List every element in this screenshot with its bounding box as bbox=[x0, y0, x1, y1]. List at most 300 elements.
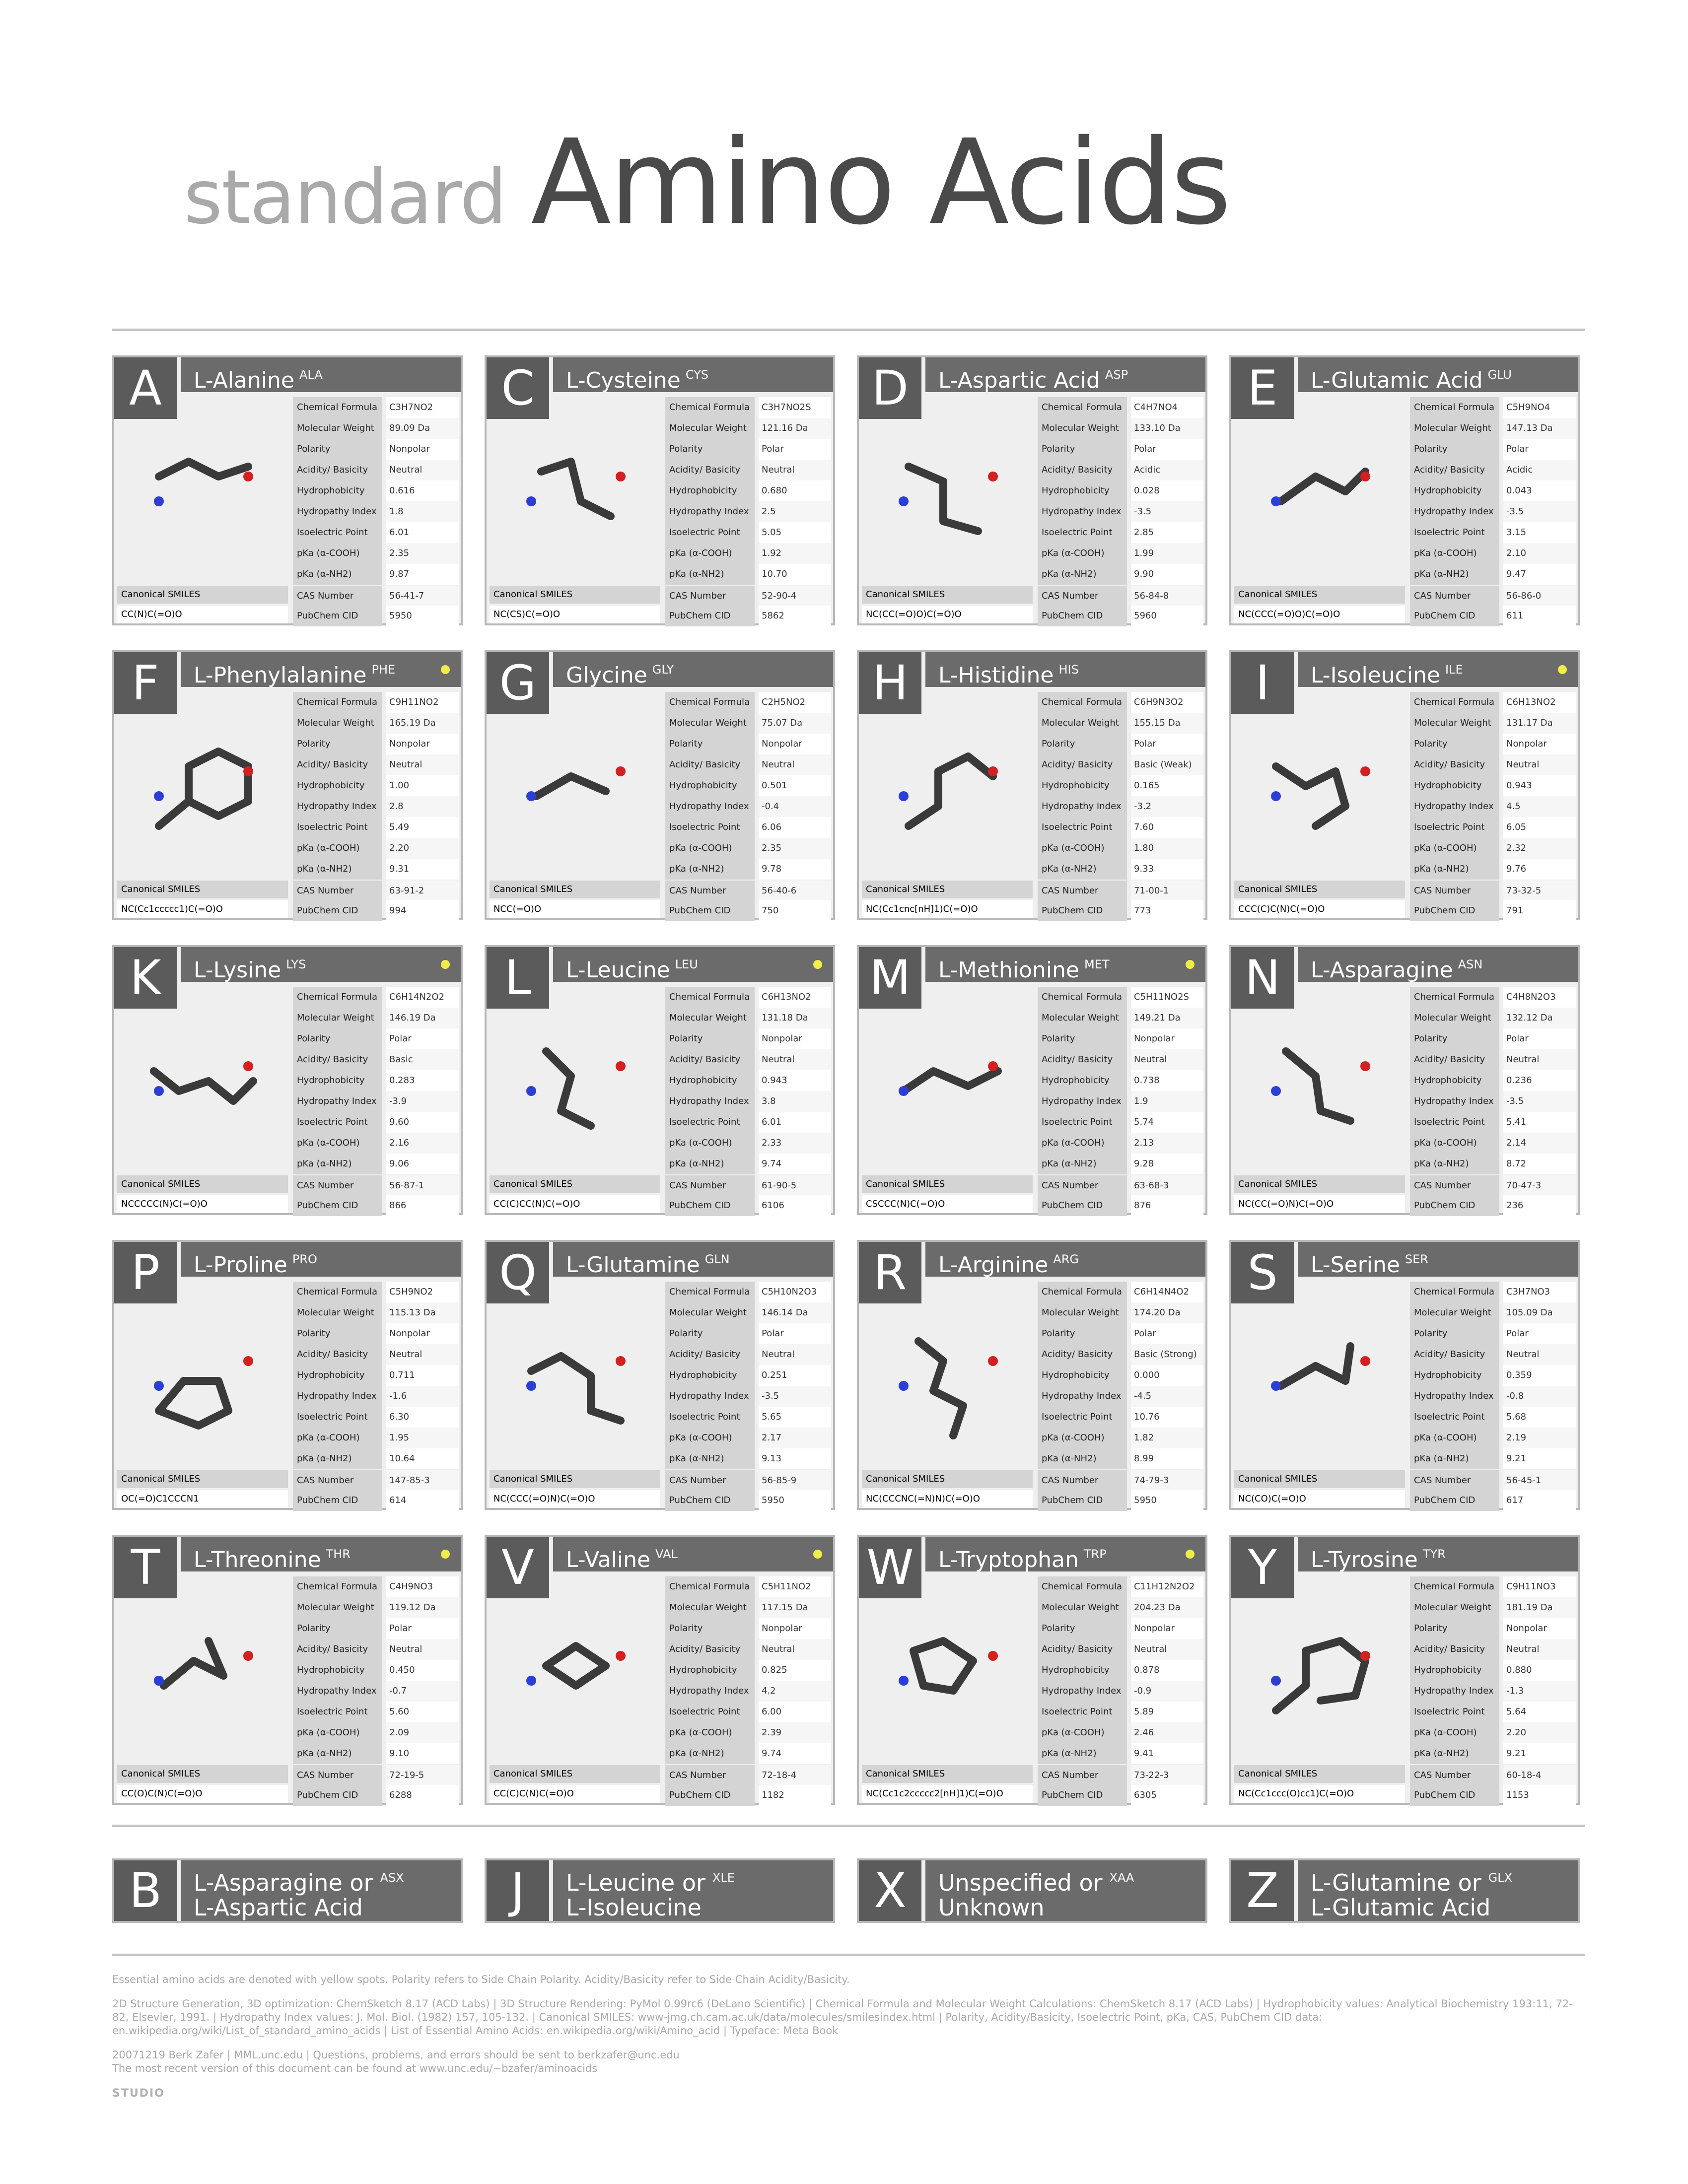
smiles-label: Canonical SMILES bbox=[117, 1175, 288, 1193]
property-label: Polarity bbox=[665, 1323, 755, 1344]
property-row-pka_cooh bbox=[665, 543, 831, 564]
property-value: 5.05 bbox=[759, 522, 831, 543]
property-value: 2.35 bbox=[386, 543, 459, 564]
amino-acid-name: L-Lysine bbox=[194, 957, 281, 983]
property-row-pka_cooh bbox=[1410, 1722, 1576, 1743]
property-label: Acidity/ Basicity bbox=[665, 754, 755, 775]
property-label: Polarity bbox=[293, 1028, 382, 1049]
property-value: 71-00-1 bbox=[1131, 881, 1203, 901]
property-value: -3.9 bbox=[386, 1091, 459, 1112]
property-row-mw bbox=[1410, 418, 1576, 439]
property-value: 866 bbox=[386, 1195, 459, 1216]
property-value: 115.13 Da bbox=[386, 1302, 459, 1323]
property-row-hydrophobicity bbox=[293, 480, 459, 501]
property-label: Isoelectric Point bbox=[1410, 817, 1499, 838]
property-label: Hydropathy Index bbox=[1410, 1386, 1499, 1407]
property-label: Hydrophobicity bbox=[1038, 775, 1127, 796]
property-value: 5950 bbox=[386, 606, 459, 626]
property-label: pKa (α-COOH) bbox=[1410, 1722, 1499, 1743]
property-label: Polarity bbox=[1410, 1323, 1499, 1344]
property-table bbox=[1410, 692, 1576, 916]
property-table bbox=[665, 1576, 831, 1800]
property-value: 1.80 bbox=[1131, 838, 1203, 859]
smiles-label: Canonical SMILES bbox=[1234, 1470, 1405, 1488]
property-value: 9.47 bbox=[1503, 564, 1576, 585]
property-row-hydrophobicity bbox=[665, 1660, 831, 1681]
property-label: pKa (α-NH2) bbox=[665, 859, 755, 880]
ambiguous-abbr: XLE bbox=[712, 1871, 735, 1885]
property-value: 165.19 Da bbox=[386, 713, 459, 734]
property-label: pKa (α-NH2) bbox=[1410, 1154, 1499, 1174]
property-label: pKa (α-COOH) bbox=[1410, 838, 1499, 859]
property-label: Molecular Weight bbox=[665, 713, 755, 734]
property-row-mw bbox=[665, 418, 831, 439]
smiles-value: NC(CO)C(=O)O bbox=[1234, 1490, 1405, 1508]
property-value: 61-90-5 bbox=[759, 1175, 831, 1196]
smiles-label: Canonical SMILES bbox=[490, 1765, 660, 1783]
property-label: Polarity bbox=[665, 734, 755, 754]
property-label: pKa (α-NH2) bbox=[1038, 1154, 1127, 1174]
property-row-hydrophobicity bbox=[665, 1070, 831, 1091]
property-value: 4.5 bbox=[1503, 796, 1576, 817]
property-label: Acidity/ Basicity bbox=[1410, 1344, 1499, 1365]
property-value: Polar bbox=[1503, 1323, 1576, 1344]
smiles-value: CC(O)C(N)C(=O)O bbox=[117, 1785, 288, 1803]
property-row-hydropathy bbox=[293, 1386, 459, 1407]
amino-acid-name: L-Asparagine bbox=[1311, 957, 1453, 983]
property-label: Chemical Formula bbox=[293, 397, 382, 418]
property-label: Chemical Formula bbox=[1038, 692, 1127, 713]
property-value: Polar bbox=[759, 1323, 831, 1344]
property-row-cid bbox=[1038, 1195, 1203, 1216]
property-label: pKa (α-COOH) bbox=[1038, 838, 1127, 859]
property-value: 75.07 Da bbox=[759, 713, 831, 734]
property-value: 773 bbox=[1131, 900, 1203, 921]
property-value: 9.31 bbox=[386, 859, 459, 880]
property-value: 70-47-3 bbox=[1503, 1175, 1576, 1196]
property-label: Isoelectric Point bbox=[1410, 1407, 1499, 1428]
property-row-hydropathy bbox=[293, 1091, 459, 1112]
three-letter-code: PRO bbox=[292, 1252, 317, 1266]
property-row-cid bbox=[293, 1490, 459, 1511]
property-value: 9.78 bbox=[759, 859, 831, 880]
one-letter-code: M bbox=[859, 947, 921, 1009]
property-label: CAS Number bbox=[293, 881, 382, 901]
property-row-formula bbox=[1038, 692, 1203, 713]
property-label: Hydropathy Index bbox=[1410, 1681, 1499, 1702]
property-row-pka_nh2 bbox=[293, 564, 459, 585]
property-value: Neutral bbox=[759, 460, 831, 480]
property-label: Polarity bbox=[1410, 439, 1499, 460]
property-row-pka_nh2 bbox=[293, 1448, 459, 1469]
property-value: 0.711 bbox=[386, 1365, 459, 1386]
property-row-hydropathy bbox=[1038, 501, 1203, 522]
property-value: Neutral bbox=[386, 460, 459, 480]
property-label: PubChem CID bbox=[293, 606, 382, 626]
property-label: CAS Number bbox=[1038, 881, 1127, 901]
property-label: Hydrophobicity bbox=[1410, 775, 1499, 796]
amino-acid-name: L-Threonine bbox=[194, 1547, 321, 1572]
property-row-polarity bbox=[1410, 439, 1576, 460]
property-value: -0.4 bbox=[759, 796, 831, 817]
property-value: Polar bbox=[759, 439, 831, 460]
property-row-hydrophobicity bbox=[665, 480, 831, 501]
property-label: Molecular Weight bbox=[1410, 1597, 1499, 1618]
property-label: Isoelectric Point bbox=[293, 1112, 382, 1133]
property-row-pka_cooh bbox=[665, 1428, 831, 1448]
amino-acid-header bbox=[181, 947, 461, 982]
property-value: -3.5 bbox=[1503, 501, 1576, 522]
property-label: Hydrophobicity bbox=[293, 1070, 382, 1091]
property-row-cas bbox=[293, 881, 459, 901]
property-label: Hydrophobicity bbox=[1410, 1660, 1499, 1681]
property-label: Hydrophobicity bbox=[293, 1660, 382, 1681]
property-label: Hydrophobicity bbox=[1038, 1070, 1127, 1091]
property-value: Neutral bbox=[1503, 754, 1576, 775]
property-row-hydropathy bbox=[665, 501, 831, 522]
property-row-pka_nh2 bbox=[1410, 1448, 1576, 1469]
property-row-mw bbox=[293, 1597, 459, 1618]
molecule-3d-image bbox=[501, 1611, 650, 1760]
property-label: CAS Number bbox=[1038, 1175, 1127, 1196]
property-row-pi bbox=[1410, 1407, 1576, 1428]
property-label: Hydrophobicity bbox=[665, 1365, 755, 1386]
property-value: C6H13NO2 bbox=[1503, 692, 1576, 713]
amino-acid-header bbox=[1298, 947, 1578, 982]
three-letter-code: TRP bbox=[1083, 1547, 1107, 1561]
property-label: Molecular Weight bbox=[293, 1008, 382, 1028]
property-row-mw bbox=[293, 418, 459, 439]
one-letter-code: A bbox=[114, 357, 177, 419]
property-value: 614 bbox=[386, 1490, 459, 1511]
property-label: Polarity bbox=[1410, 1028, 1499, 1049]
property-row-pka_nh2 bbox=[1038, 1448, 1203, 1469]
property-value: 5862 bbox=[759, 606, 831, 626]
property-label: Polarity bbox=[1410, 1618, 1499, 1639]
property-row-formula bbox=[665, 397, 831, 418]
ambiguous-description bbox=[925, 1860, 1205, 1921]
property-row-polarity bbox=[1410, 1028, 1576, 1049]
property-value: C5H11NO2 bbox=[759, 1576, 831, 1597]
property-value: 9.60 bbox=[386, 1112, 459, 1133]
property-label: pKa (α-NH2) bbox=[1038, 859, 1127, 880]
property-row-hydropathy bbox=[665, 1091, 831, 1112]
property-label: pKa (α-NH2) bbox=[1038, 564, 1127, 585]
smiles-value: NC(Cc1c2ccccc2[nH]1)C(=O)O bbox=[862, 1785, 1033, 1803]
property-row-hydropathy bbox=[1410, 1091, 1576, 1112]
property-label: CAS Number bbox=[1038, 1765, 1127, 1786]
property-value: -0.7 bbox=[386, 1681, 459, 1702]
property-label: pKa (α-COOH) bbox=[1410, 543, 1499, 564]
property-label: pKa (α-COOH) bbox=[293, 838, 382, 859]
property-label: CAS Number bbox=[665, 1765, 755, 1786]
property-row-hydropathy bbox=[293, 501, 459, 522]
property-row-pka_cooh bbox=[293, 543, 459, 564]
property-label: pKa (α-NH2) bbox=[1410, 1448, 1499, 1469]
property-label: PubChem CID bbox=[665, 606, 755, 626]
property-value: Basic (Weak) bbox=[1131, 754, 1203, 775]
molecule-3d-image bbox=[1246, 727, 1395, 876]
amino-acid-name: L-Cysteine bbox=[566, 368, 681, 393]
property-label: Acidity/ Basicity bbox=[293, 460, 382, 480]
property-label: Isoelectric Point bbox=[293, 817, 382, 838]
property-label: Molecular Weight bbox=[1038, 418, 1127, 439]
property-row-hydrophobicity bbox=[1410, 1365, 1576, 1386]
property-value: 0.251 bbox=[759, 1365, 831, 1386]
property-label: Isoelectric Point bbox=[665, 522, 755, 543]
property-row-hydropathy bbox=[1038, 1091, 1203, 1112]
property-row-pka_cooh bbox=[665, 1133, 831, 1154]
property-value: 5.89 bbox=[1131, 1702, 1203, 1722]
molecule-3d-image bbox=[501, 1316, 650, 1465]
smiles-value: CC(C)C(N)C(=O)O bbox=[490, 1785, 660, 1803]
property-row-cid bbox=[1038, 1785, 1203, 1806]
amino-acid-header bbox=[181, 357, 461, 392]
property-value: Neutral bbox=[386, 1344, 459, 1365]
property-row-pi bbox=[665, 1112, 831, 1133]
property-value: 0.943 bbox=[1503, 775, 1576, 796]
property-value: -0.8 bbox=[1503, 1386, 1576, 1407]
ambiguous-description bbox=[553, 1860, 833, 1921]
smiles-label: Canonical SMILES bbox=[862, 1175, 1033, 1193]
amino-acid-name: L-Serine bbox=[1311, 1252, 1400, 1278]
property-row-pka_cooh bbox=[293, 1133, 459, 1154]
property-row-cid bbox=[1410, 1785, 1576, 1806]
property-label: pKa (α-NH2) bbox=[293, 859, 382, 880]
property-label: pKa (α-NH2) bbox=[1410, 859, 1499, 880]
property-label: Acidity/ Basicity bbox=[665, 460, 755, 480]
three-letter-code: LYS bbox=[286, 957, 306, 971]
property-value: Nonpolar bbox=[759, 734, 831, 754]
ambiguous-letter: Z bbox=[1231, 1860, 1294, 1921]
property-label: Molecular Weight bbox=[1410, 418, 1499, 439]
property-value: Nonpolar bbox=[386, 734, 459, 754]
property-label: Polarity bbox=[293, 1618, 382, 1639]
property-label: Polarity bbox=[1038, 1618, 1127, 1639]
smiles-label: Canonical SMILES bbox=[1234, 1175, 1405, 1193]
property-row-acidity bbox=[1038, 1049, 1203, 1070]
smiles-label: Canonical SMILES bbox=[1234, 1765, 1405, 1783]
amino-acid-name: L-Tyrosine bbox=[1311, 1547, 1418, 1572]
amino-acid-card-k bbox=[112, 945, 463, 1215]
property-row-polarity bbox=[1410, 1323, 1576, 1344]
property-value: C4H8N2O3 bbox=[1503, 987, 1576, 1008]
amino-acid-card-d bbox=[857, 355, 1207, 625]
property-row-pka_nh2 bbox=[1410, 859, 1576, 880]
amino-acid-header bbox=[925, 357, 1205, 392]
amino-acid-name: L-Isoleucine bbox=[1311, 663, 1440, 688]
property-row-mw bbox=[1410, 1008, 1576, 1028]
one-letter-code: D bbox=[859, 357, 921, 419]
property-value: -0.9 bbox=[1131, 1681, 1203, 1702]
property-label: PubChem CID bbox=[293, 900, 382, 921]
property-value: 5.60 bbox=[386, 1702, 459, 1722]
property-value: 8.99 bbox=[1131, 1448, 1203, 1469]
property-value: 6.30 bbox=[386, 1407, 459, 1428]
smiles-label: Canonical SMILES bbox=[117, 1470, 288, 1488]
property-table bbox=[1038, 1576, 1203, 1800]
property-label: Isoelectric Point bbox=[665, 1407, 755, 1428]
property-value: 3.8 bbox=[759, 1091, 831, 1112]
property-row-polarity bbox=[665, 439, 831, 460]
property-value: 8.72 bbox=[1503, 1154, 1576, 1174]
property-value: Polar bbox=[1503, 439, 1576, 460]
property-label: Isoelectric Point bbox=[293, 1407, 382, 1428]
property-label: Chemical Formula bbox=[293, 1282, 382, 1302]
property-row-pi bbox=[1038, 1702, 1203, 1722]
property-label: Molecular Weight bbox=[1038, 1008, 1127, 1028]
property-row-polarity bbox=[1410, 734, 1576, 754]
property-row-mw bbox=[1038, 1597, 1203, 1618]
property-value: 181.19 Da bbox=[1503, 1597, 1576, 1618]
ambiguous-line-2: L-Aspartic Acid bbox=[194, 1894, 363, 1921]
property-label: Acidity/ Basicity bbox=[1410, 1049, 1499, 1070]
property-label: Isoelectric Point bbox=[1038, 1112, 1127, 1133]
smiles-value: NCCCCC(N)C(=O)O bbox=[117, 1195, 288, 1213]
property-row-cas bbox=[665, 1765, 831, 1786]
one-letter-code: N bbox=[1231, 947, 1294, 1009]
property-label: Acidity/ Basicity bbox=[1410, 1639, 1499, 1660]
property-value: 0.501 bbox=[759, 775, 831, 796]
property-row-pi bbox=[293, 1112, 459, 1133]
amino-acid-card-p bbox=[112, 1240, 463, 1510]
property-value: Nonpolar bbox=[1503, 734, 1576, 754]
property-label: Molecular Weight bbox=[665, 1597, 755, 1618]
property-value: 72-18-4 bbox=[759, 1765, 831, 1786]
property-value: Neutral bbox=[386, 1639, 459, 1660]
property-row-formula bbox=[1410, 1576, 1576, 1597]
property-value: 6.06 bbox=[759, 817, 831, 838]
property-row-cid bbox=[1410, 606, 1576, 626]
property-value: Neutral bbox=[759, 754, 831, 775]
property-value: 5960 bbox=[1131, 606, 1203, 626]
property-row-cid bbox=[665, 1490, 831, 1511]
property-label: Polarity bbox=[293, 734, 382, 754]
ambiguous-line-1: L-Leucine or bbox=[566, 1869, 705, 1896]
ambiguous-abbr: XAA bbox=[1109, 1871, 1134, 1885]
property-value: 9.33 bbox=[1131, 859, 1203, 880]
property-value: C9H11NO3 bbox=[1503, 1576, 1576, 1597]
property-value: Polar bbox=[386, 1618, 459, 1639]
property-row-polarity bbox=[665, 1323, 831, 1344]
property-row-pi bbox=[1410, 817, 1576, 838]
property-row-pka_nh2 bbox=[665, 564, 831, 585]
property-label: Molecular Weight bbox=[293, 1302, 382, 1323]
property-row-pka_cooh bbox=[293, 838, 459, 859]
three-letter-code: CYS bbox=[685, 368, 709, 382]
property-label: Acidity/ Basicity bbox=[293, 1639, 382, 1660]
property-value: 5.74 bbox=[1131, 1112, 1203, 1133]
property-label: Polarity bbox=[665, 1028, 755, 1049]
amino-acid-card-t bbox=[112, 1535, 463, 1805]
property-label: Chemical Formula bbox=[1410, 1282, 1499, 1302]
amino-acid-header bbox=[925, 1537, 1205, 1571]
property-value: 9.13 bbox=[759, 1448, 831, 1469]
property-row-acidity bbox=[1410, 754, 1576, 775]
property-value: 0.028 bbox=[1131, 480, 1203, 501]
property-value: 6.05 bbox=[1503, 817, 1576, 838]
property-table bbox=[293, 987, 459, 1211]
property-value: -3.2 bbox=[1131, 796, 1203, 817]
property-value: 6.01 bbox=[386, 522, 459, 543]
property-label: pKa (α-COOH) bbox=[1410, 1428, 1499, 1448]
amino-acid-header bbox=[925, 652, 1205, 687]
ambiguous-line-1: L-Glutamine or bbox=[1311, 1869, 1481, 1896]
smiles-value: NC(Cc1ccc(O)cc1)C(=O)O bbox=[1234, 1785, 1405, 1803]
property-row-pka_nh2 bbox=[665, 859, 831, 880]
property-value: 0.165 bbox=[1131, 775, 1203, 796]
amino-acid-card-v bbox=[485, 1535, 835, 1805]
property-row-formula bbox=[1410, 397, 1576, 418]
property-value: Nonpolar bbox=[1131, 1028, 1203, 1049]
property-value: 131.18 Da bbox=[759, 1008, 831, 1028]
property-value: Polar bbox=[1131, 439, 1203, 460]
property-value: 10.76 bbox=[1131, 1407, 1203, 1428]
property-value: 0.878 bbox=[1131, 1660, 1203, 1681]
property-label: CAS Number bbox=[1410, 1765, 1499, 1786]
property-value: 117.15 Da bbox=[759, 1597, 831, 1618]
property-row-acidity bbox=[1410, 1049, 1576, 1070]
property-value: 132.12 Da bbox=[1503, 1008, 1576, 1028]
property-row-formula bbox=[665, 987, 831, 1008]
property-label: pKa (α-NH2) bbox=[293, 1448, 382, 1469]
property-label: PubChem CID bbox=[1038, 900, 1127, 921]
molecule-3d-image bbox=[501, 1022, 650, 1170]
property-label: Hydropathy Index bbox=[665, 501, 755, 522]
property-value: -1.6 bbox=[386, 1386, 459, 1407]
property-label: Hydropathy Index bbox=[293, 501, 382, 522]
property-label: Acidity/ Basicity bbox=[1410, 754, 1499, 775]
three-letter-code: HIS bbox=[1058, 663, 1079, 677]
property-row-mw bbox=[665, 1008, 831, 1028]
property-row-pka_cooh bbox=[1038, 1722, 1203, 1743]
property-value: 131.17 Da bbox=[1503, 713, 1576, 734]
molecule-3d-image bbox=[874, 1316, 1023, 1465]
property-value: 0.943 bbox=[759, 1070, 831, 1091]
property-label: PubChem CID bbox=[665, 1195, 755, 1216]
property-value: 74-79-3 bbox=[1131, 1470, 1203, 1491]
property-label: pKa (α-NH2) bbox=[1038, 1448, 1127, 1469]
property-label: PubChem CID bbox=[665, 1490, 755, 1511]
property-row-pi bbox=[293, 1407, 459, 1428]
molecule-3d-image bbox=[501, 727, 650, 876]
property-label: PubChem CID bbox=[293, 1490, 382, 1511]
property-row-hydrophobicity bbox=[1038, 1365, 1203, 1386]
property-row-acidity bbox=[1410, 1639, 1576, 1660]
amino-acid-name: L-Glutamine bbox=[566, 1252, 700, 1278]
property-label: pKa (α-COOH) bbox=[1038, 543, 1127, 564]
property-row-hydropathy bbox=[1410, 796, 1576, 817]
property-label: CAS Number bbox=[1410, 586, 1499, 607]
three-letter-code: MET bbox=[1084, 957, 1110, 971]
property-label: PubChem CID bbox=[1410, 1195, 1499, 1216]
property-row-mw bbox=[1410, 1597, 1576, 1618]
property-row-cid bbox=[293, 1195, 459, 1216]
property-row-acidity bbox=[1038, 754, 1203, 775]
property-value: Polar bbox=[386, 1028, 459, 1049]
property-row-polarity bbox=[1038, 1618, 1203, 1639]
three-letter-code: TYR bbox=[1422, 1547, 1446, 1561]
property-value: 0.283 bbox=[386, 1070, 459, 1091]
property-label: CAS Number bbox=[1410, 1470, 1499, 1491]
property-value: 2.20 bbox=[386, 838, 459, 859]
property-value: Neutral bbox=[1131, 1639, 1203, 1660]
property-row-hydropathy bbox=[293, 1681, 459, 1702]
property-value: 9.87 bbox=[386, 564, 459, 585]
property-row-cid bbox=[1410, 1490, 1576, 1511]
property-value: 2.14 bbox=[1503, 1133, 1576, 1154]
property-label: Chemical Formula bbox=[1410, 987, 1499, 1008]
